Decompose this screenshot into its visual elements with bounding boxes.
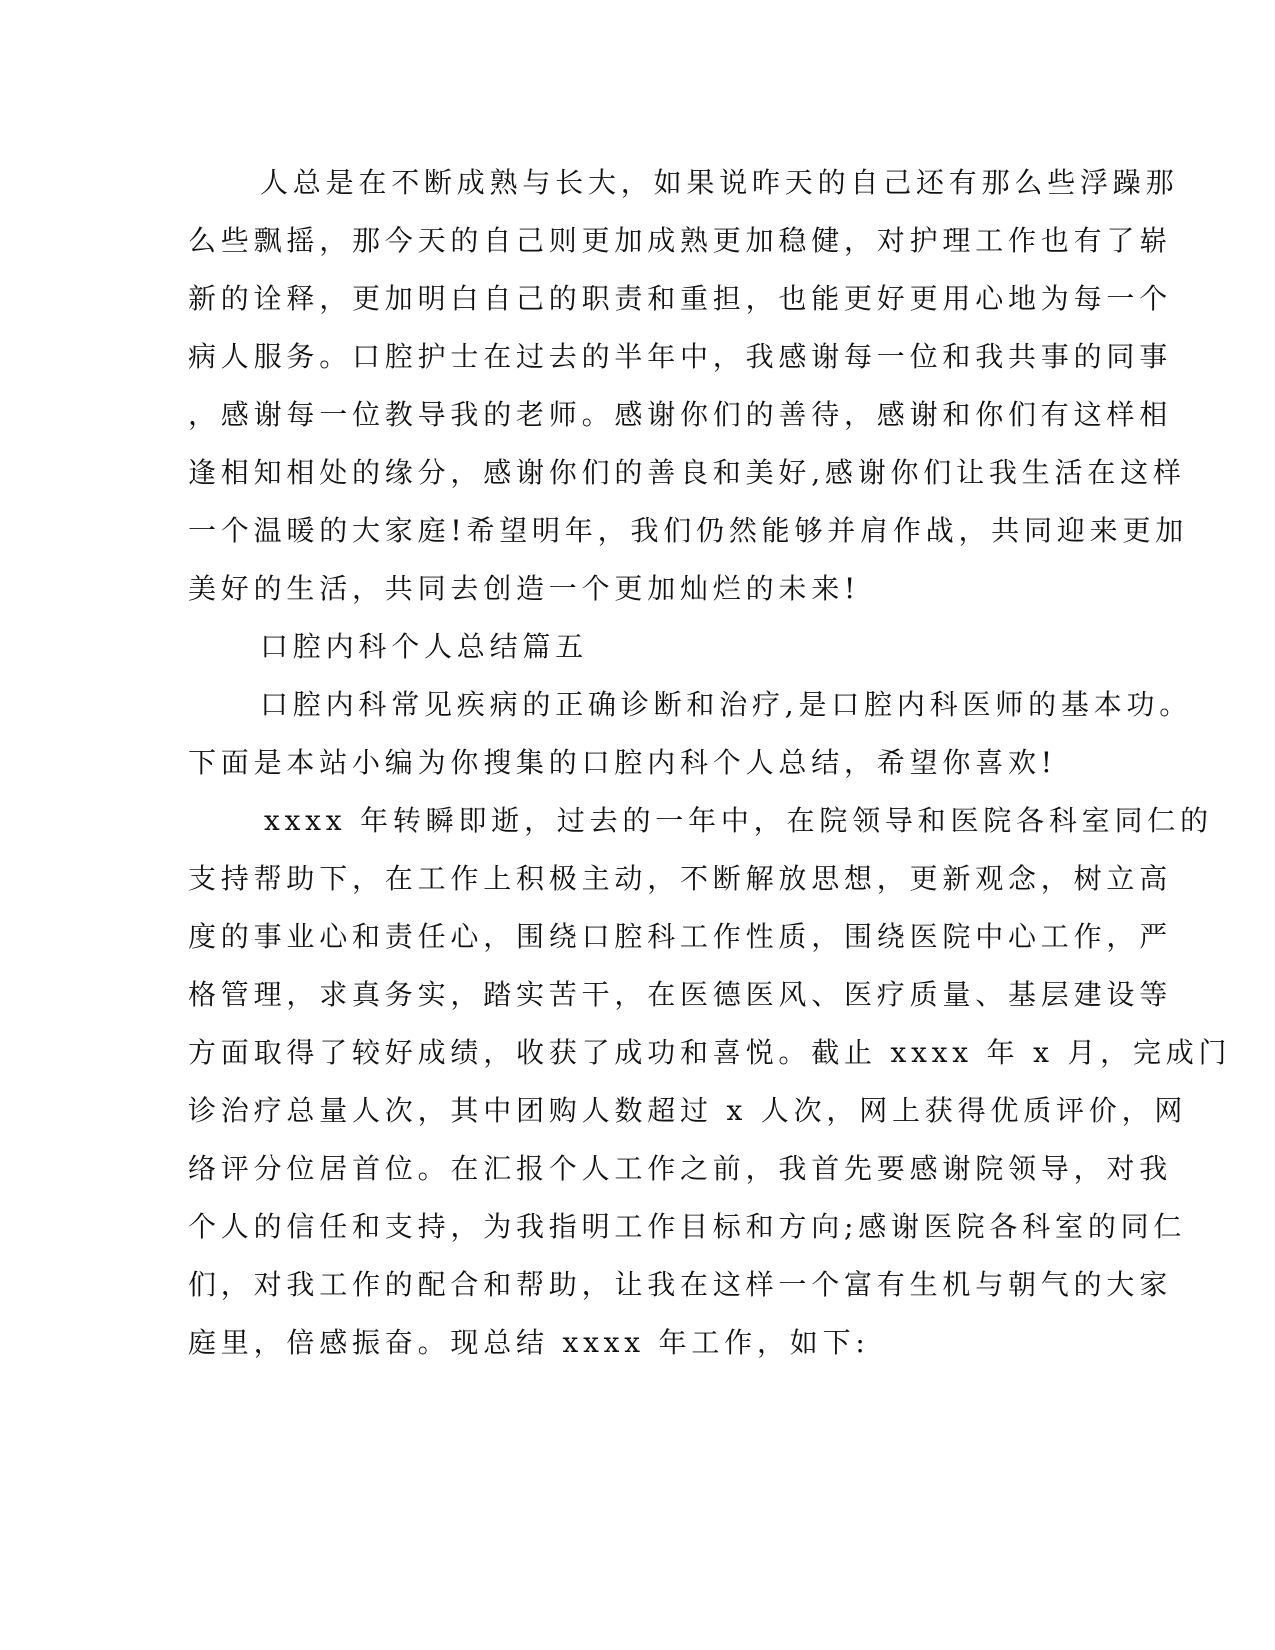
paragraph-3-line-3: 度的事业心和责任心，围绕口腔科工作性质，围绕医院中心工作，严 bbox=[188, 920, 1173, 953]
paragraph-2-line-2: 下面是本站小编为你搜集的口腔内科个人总结，希望你喜欢! bbox=[188, 746, 1057, 779]
paragraph-1-line-6: 逢相知相处的缘分，感谢你们的善良和美好,感谢你们让我生活在这样 bbox=[188, 456, 1186, 489]
paragraph-1-line-2: 么些飘摇，那今天的自己则更加成熟更加稳健，对护理工作也有了崭 bbox=[188, 224, 1173, 257]
paragraph-3-line-8: 个人的信任和支持，为我指明工作目标和方向;感谢医院各科室的同仁 bbox=[188, 1210, 1187, 1243]
paragraph-1-line-4: 病人服务。口腔护士在过去的半年中，我感谢每一位和我共事的同事 bbox=[188, 340, 1173, 373]
paragraph-3-line-10: 庭里，倍感振奋。现总结 xxxx 年工作，如下: bbox=[188, 1326, 870, 1359]
paragraph-3-line-1: xxxx 年转瞬即逝，过去的一年中，在院领导和医院各科室同仁的 bbox=[264, 804, 1213, 837]
paragraph-2-line-1: 口腔内科常见疾病的正确诊断和治疗,是口腔内科医师的基本功。 bbox=[260, 688, 1193, 721]
paragraph-3-line-9: 们，对我工作的配合和帮助，让我在这样一个富有生机与朝气的大家 bbox=[188, 1268, 1173, 1301]
paragraph-3-line-4: 格管理，求真务实，踏实苦干，在医德医风、医疗质量、基层建设等 bbox=[188, 978, 1173, 1011]
paragraph-1-line-7: 一个温暖的大家庭!希望明年，我们仍然能够并肩作战，共同迎来更加 bbox=[188, 514, 1189, 547]
paragraph-3-line-6: 诊治疗总量人次，其中团购人数超过 x 人次，网上获得优质评价，网 bbox=[188, 1094, 1188, 1127]
paragraph-1-line-5: ，感谢每一位教导我的老师。感谢你们的善待，感谢和你们有这样相 bbox=[188, 398, 1173, 431]
paragraph-3-line-2: 支持帮助下，在工作上积极主动，不断解放思想，更新观念，树立高 bbox=[188, 862, 1173, 895]
paragraph-1-line-1: 人总是在不断成熟与长大，如果说昨天的自己还有那么些浮躁那 bbox=[260, 166, 1179, 199]
paragraph-3-line-5: 方面取得了较好成绩，收获了成功和喜悦。截止 xxxx 年 x 月，完成门 bbox=[188, 1036, 1232, 1069]
paragraph-1-line-3: 新的诠释，更加明白自己的职责和重担，也能更好更用心地为每一个 bbox=[188, 282, 1173, 315]
section-heading: 口腔内科个人总结篇五 bbox=[260, 630, 589, 663]
paragraph-3-line-7: 络评分位居首位。在汇报个人工作之前，我首先要感谢院领导，对我 bbox=[188, 1152, 1173, 1185]
paragraph-1-line-8: 美好的生活，共同去创造一个更加灿烂的未来! bbox=[188, 572, 861, 605]
